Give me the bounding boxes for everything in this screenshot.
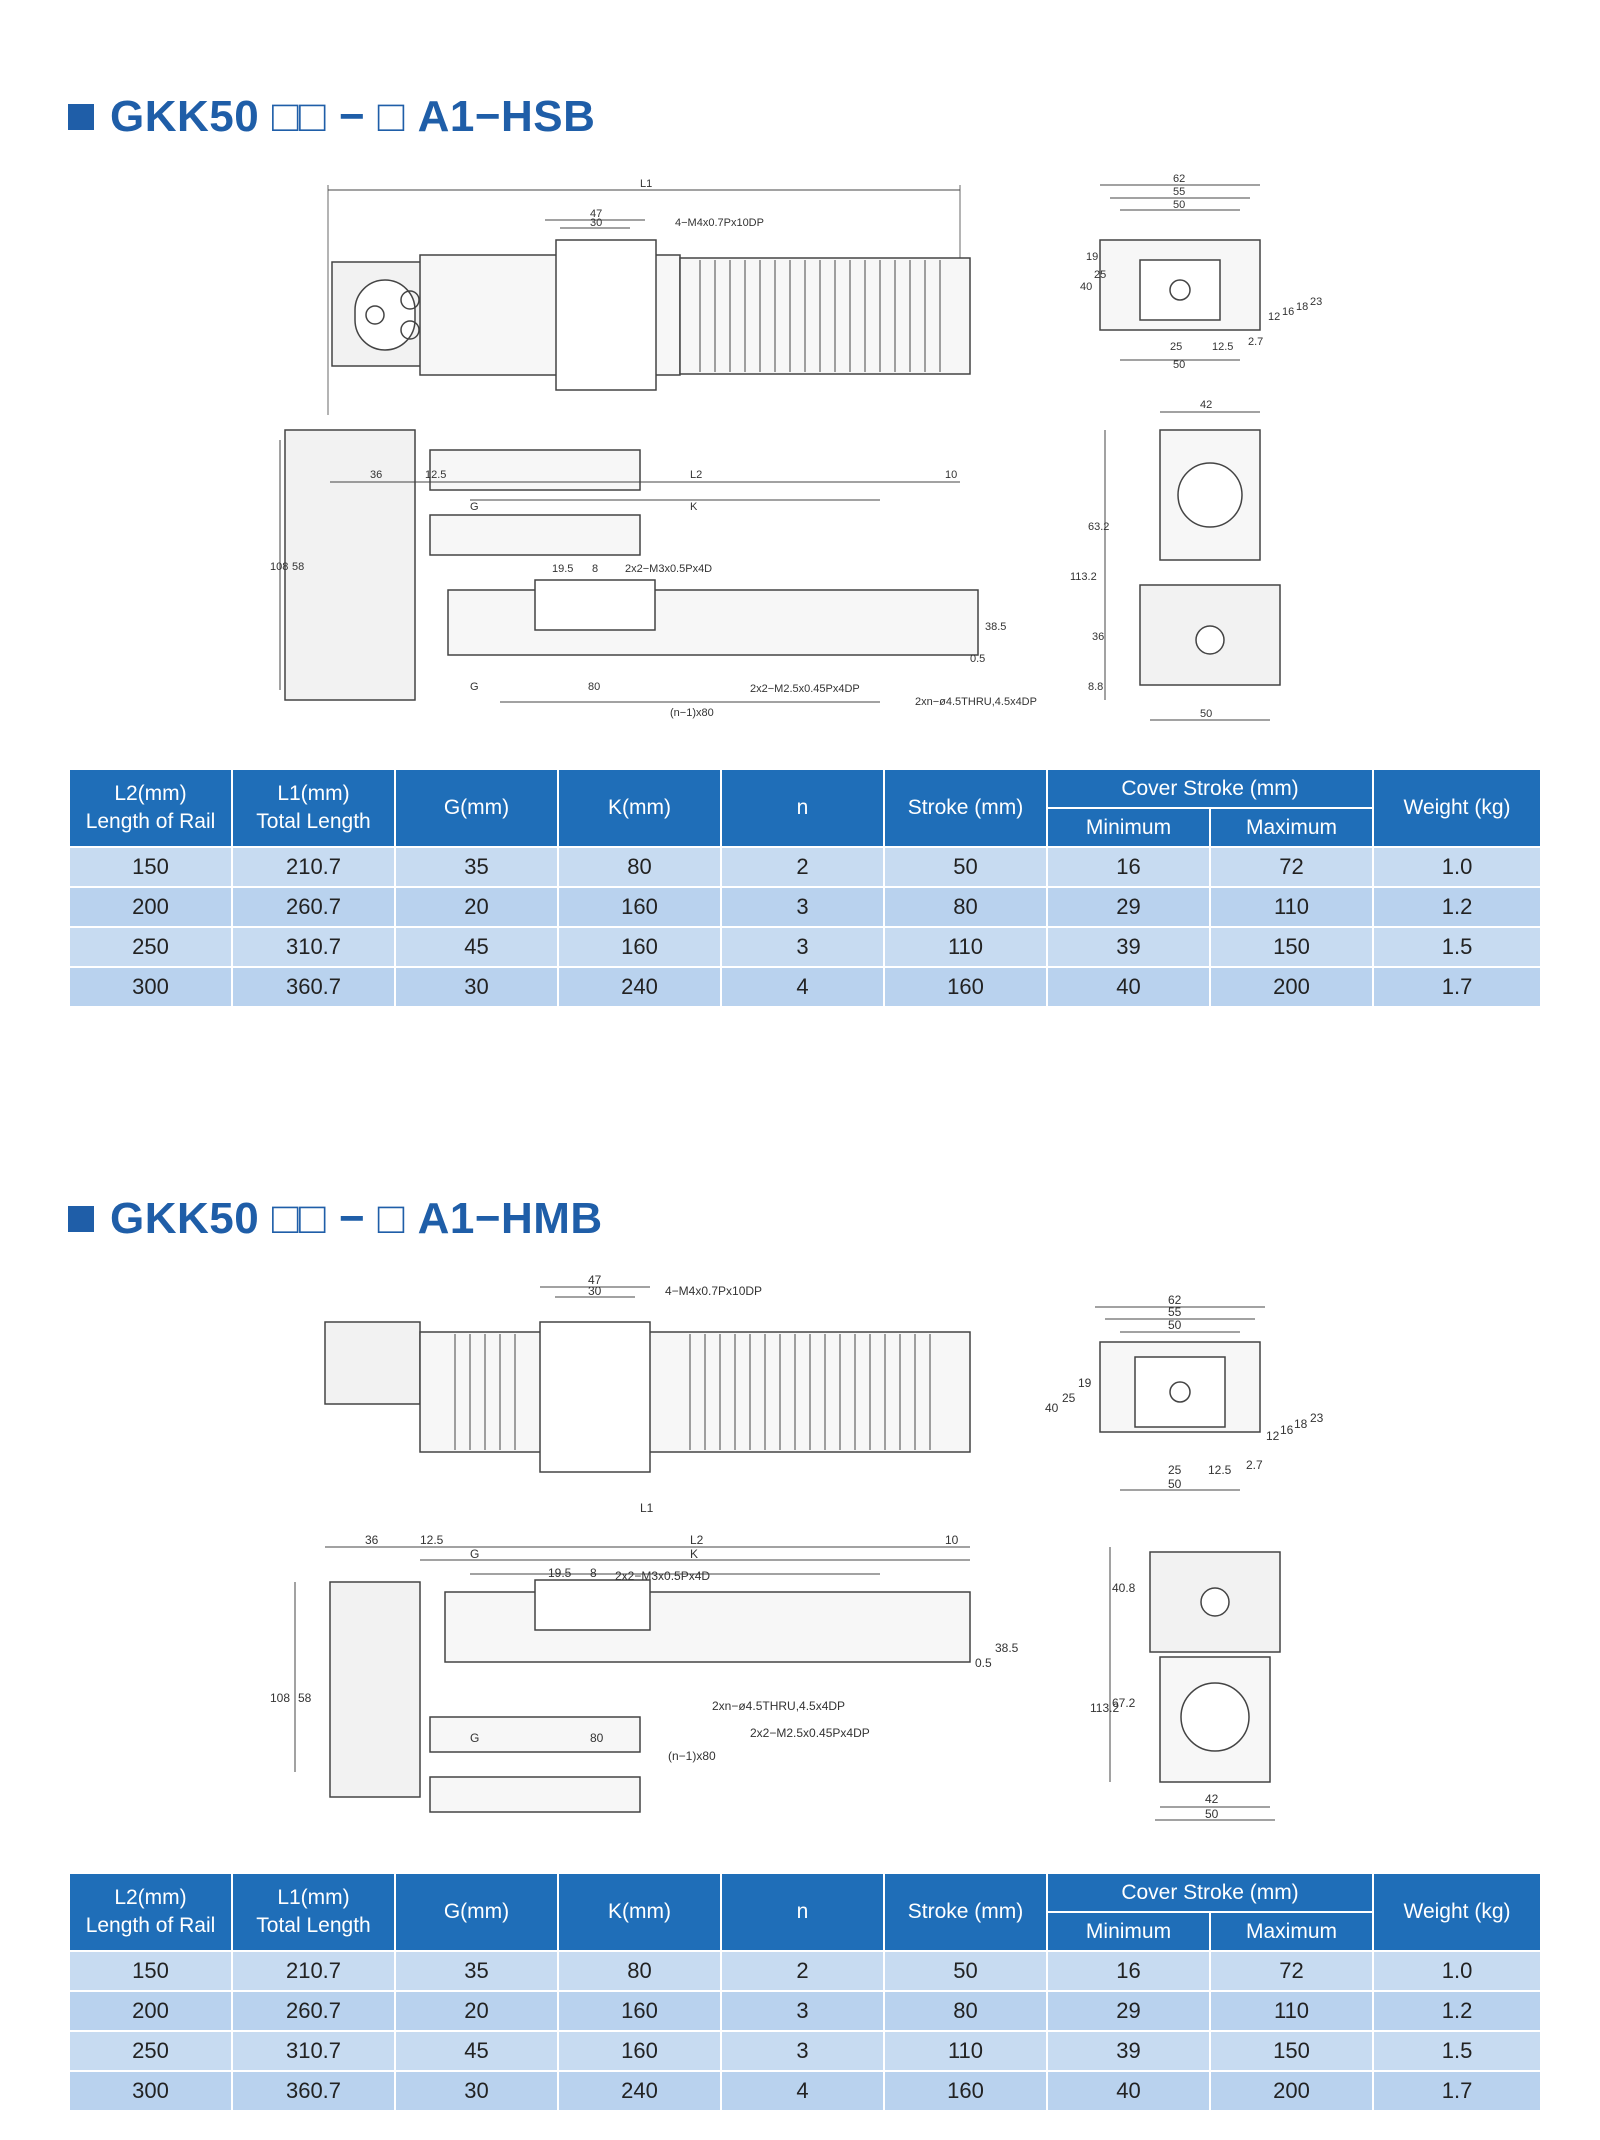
cell-stroke: 50 bbox=[884, 847, 1047, 887]
col-header-l2: L2(mm) Length of Rail bbox=[69, 769, 232, 847]
motor-view-hsb bbox=[1105, 412, 1280, 720]
dim-113-2: 113.2 bbox=[1070, 571, 1097, 583]
col-header-cover-stroke: Cover Stroke (mm) bbox=[1047, 1873, 1373, 1912]
title-bullet-square bbox=[68, 104, 94, 130]
table-row bbox=[69, 967, 1541, 1007]
dim-l2: L2 bbox=[690, 469, 703, 481]
cell-max: 150 bbox=[1210, 2031, 1373, 2071]
dim-113-2: 113.2 bbox=[1090, 1701, 1120, 1715]
title-bullet-square bbox=[68, 1206, 94, 1232]
dim-50: 50 bbox=[1168, 1318, 1182, 1332]
section-title-hmb bbox=[68, 1194, 603, 1244]
col-header-n: n bbox=[721, 1873, 884, 1951]
col-header-k: K(mm) bbox=[558, 1873, 721, 1951]
col-header-l1: L1(mm) Total Length bbox=[232, 769, 395, 847]
cell-k: 240 bbox=[558, 2071, 721, 2111]
cell-g: 35 bbox=[395, 1951, 558, 1991]
cell-g: 20 bbox=[395, 887, 558, 927]
col-header-l1: L1(mm) Total Length bbox=[232, 1873, 395, 1951]
dim-12-5: 12.5 bbox=[1208, 1463, 1232, 1477]
cell-g: 30 bbox=[395, 967, 558, 1007]
cell-n: 3 bbox=[721, 887, 884, 927]
cell-weight: 1.2 bbox=[1373, 887, 1541, 927]
cell-stroke: 110 bbox=[884, 927, 1047, 967]
cell-l1: 210.7 bbox=[232, 847, 395, 887]
dim-g: G bbox=[470, 501, 479, 513]
cell-stroke: 160 bbox=[884, 967, 1047, 1007]
cell-l2: 300 bbox=[69, 2071, 232, 2111]
col-header-minimum: Minimum bbox=[1047, 808, 1210, 847]
dim-42: 42 bbox=[1205, 1792, 1219, 1806]
cell-l1: 210.7 bbox=[232, 1951, 395, 1991]
drawing-hsb bbox=[0, 160, 1600, 750]
dim-g2: G bbox=[470, 1731, 480, 1745]
dim-25b: 25 bbox=[1170, 341, 1183, 353]
motor-view-hmb bbox=[1110, 1547, 1280, 1820]
dim-30: 30 bbox=[590, 217, 603, 229]
cell-min: 16 bbox=[1047, 847, 1210, 887]
cell-max: 110 bbox=[1210, 887, 1373, 927]
dim-16: 16 bbox=[1282, 306, 1295, 318]
col-header-weight: Weight (kg) bbox=[1373, 769, 1541, 847]
dim-8-8: 8.8 bbox=[1088, 681, 1104, 693]
cell-g: 30 bbox=[395, 2071, 558, 2111]
cell-n: 4 bbox=[721, 2071, 884, 2111]
cell-n: 3 bbox=[721, 2031, 884, 2071]
cell-n: 2 bbox=[721, 847, 884, 887]
dim-40-8: 40.8 bbox=[1112, 1581, 1136, 1595]
dim-12: 12 bbox=[1268, 311, 1281, 323]
cell-g: 35 bbox=[395, 847, 558, 887]
dim-36: 36 bbox=[370, 469, 383, 481]
dim-screw2: 2x2−M2.5x0.45Px4DP bbox=[750, 683, 860, 695]
technical-drawing-hmb bbox=[0, 1262, 1600, 1842]
cell-min: 16 bbox=[1047, 1951, 1210, 1991]
dim-40: 40 bbox=[1080, 281, 1093, 293]
col-header-stroke: Stroke (mm) bbox=[884, 1873, 1047, 1951]
dim-l1: L1 bbox=[640, 1501, 654, 1515]
dim-80: 80 bbox=[588, 681, 601, 693]
cell-weight: 1.0 bbox=[1373, 1951, 1541, 1991]
cell-g: 45 bbox=[395, 927, 558, 967]
dim-50b: 50 bbox=[1168, 1477, 1182, 1491]
cell-l2: 150 bbox=[69, 847, 232, 887]
col-header-g: G(mm) bbox=[395, 1873, 558, 1951]
cell-k: 160 bbox=[558, 2031, 721, 2071]
technical-drawing-hsb bbox=[0, 160, 1600, 750]
cell-min: 39 bbox=[1047, 927, 1210, 967]
dim-k: K bbox=[690, 501, 698, 513]
section-title-hsb bbox=[68, 92, 595, 142]
spec-table-hsb bbox=[68, 768, 1542, 1008]
cell-max: 200 bbox=[1210, 2071, 1373, 2111]
dim-47: 47 bbox=[590, 208, 603, 220]
dim-l2: L2 bbox=[690, 1533, 704, 1547]
dim-10: 10 bbox=[945, 1533, 959, 1547]
dim-50-motor: 50 bbox=[1205, 1807, 1219, 1821]
table-row bbox=[69, 2031, 1541, 2071]
cell-stroke: 50 bbox=[884, 1951, 1047, 1991]
spec-table-hmb bbox=[68, 1872, 1542, 2112]
title-variant: A1−HSB bbox=[417, 92, 596, 141]
dim-holes: 2xn−ø4.5THRU,4.5x4DP bbox=[712, 1699, 846, 1713]
dim-12-5: 12.5 bbox=[1212, 341, 1234, 353]
cell-n: 2 bbox=[721, 1951, 884, 1991]
dim-25: 25 bbox=[1094, 269, 1107, 281]
dim-80: 80 bbox=[590, 1731, 604, 1745]
cell-k: 80 bbox=[558, 847, 721, 887]
table-row bbox=[69, 2071, 1541, 2111]
dim-12: 12 bbox=[1266, 1429, 1280, 1443]
cell-g: 20 bbox=[395, 1991, 558, 2031]
dim-8: 8 bbox=[590, 1566, 597, 1580]
cell-l1: 310.7 bbox=[232, 927, 395, 967]
cell-weight: 1.7 bbox=[1373, 2071, 1541, 2111]
dim-58: 58 bbox=[292, 561, 305, 573]
title-model: GKK50 bbox=[110, 92, 260, 141]
cell-k: 80 bbox=[558, 1951, 721, 1991]
dim-25b: 25 bbox=[1168, 1463, 1182, 1477]
dim-screw: 2x2−M3x0.5Px4D bbox=[615, 1569, 711, 1583]
cell-weight: 1.0 bbox=[1373, 847, 1541, 887]
cell-weight: 1.2 bbox=[1373, 1991, 1541, 2031]
table-row bbox=[69, 1991, 1541, 2031]
dim-18: 18 bbox=[1294, 1417, 1308, 1431]
dim-g: G bbox=[470, 1547, 480, 1561]
cell-min: 40 bbox=[1047, 967, 1210, 1007]
dim-l1: L1 bbox=[640, 178, 653, 190]
dim-18: 18 bbox=[1296, 301, 1309, 313]
cell-k: 160 bbox=[558, 1991, 721, 2031]
cell-weight: 1.5 bbox=[1373, 2031, 1541, 2071]
cell-n: 3 bbox=[721, 927, 884, 967]
cell-k: 160 bbox=[558, 927, 721, 967]
dim-36: 36 bbox=[365, 1533, 379, 1547]
cell-min: 40 bbox=[1047, 2071, 1210, 2111]
dim-2-7: 2.7 bbox=[1248, 336, 1264, 348]
dim-0-5: 0.5 bbox=[970, 653, 986, 665]
dim-19: 19 bbox=[1078, 1376, 1092, 1390]
cell-stroke: 160 bbox=[884, 2071, 1047, 2111]
dim-38-5: 38.5 bbox=[995, 1641, 1019, 1655]
side-view-hmb bbox=[295, 1547, 970, 1812]
col-header-weight: Weight (kg) bbox=[1373, 1873, 1541, 1951]
table-row bbox=[69, 847, 1541, 887]
table-row bbox=[69, 927, 1541, 967]
dim-36-motor: 36 bbox=[1092, 631, 1105, 643]
dim-55: 55 bbox=[1173, 186, 1186, 198]
cell-weight: 1.5 bbox=[1373, 927, 1541, 967]
dim-holes: 2xn−ø4.5THRU,4.5x4DP bbox=[915, 696, 1037, 708]
col-header-n: n bbox=[721, 769, 884, 847]
dim-k: K bbox=[690, 1547, 699, 1561]
cell-stroke: 80 bbox=[884, 887, 1047, 927]
dim-50-motor: 50 bbox=[1200, 708, 1213, 720]
cell-n: 3 bbox=[721, 1991, 884, 2031]
cell-max: 150 bbox=[1210, 927, 1373, 967]
dim-2-7: 2.7 bbox=[1246, 1458, 1263, 1472]
dim-8: 8 bbox=[592, 563, 599, 575]
col-header-maximum: Maximum bbox=[1210, 808, 1373, 847]
dim-10: 10 bbox=[945, 469, 958, 481]
cell-k: 240 bbox=[558, 967, 721, 1007]
dim-42: 42 bbox=[1200, 399, 1213, 411]
dim-58: 58 bbox=[298, 1691, 312, 1705]
cell-l1: 260.7 bbox=[232, 1991, 395, 2031]
cell-max: 110 bbox=[1210, 1991, 1373, 2031]
dim-25: 25 bbox=[1062, 1391, 1076, 1405]
cell-l1: 360.7 bbox=[232, 2071, 395, 2111]
cell-l1: 310.7 bbox=[232, 2031, 395, 2071]
dim-thread: 4−M4x0.7Px10DP bbox=[665, 1284, 763, 1298]
top-view-hsb bbox=[328, 185, 970, 415]
cell-n: 4 bbox=[721, 967, 884, 1007]
dim-23: 23 bbox=[1310, 1411, 1324, 1425]
cell-min: 29 bbox=[1047, 1991, 1210, 2031]
dim-12-5-side: 12.5 bbox=[425, 469, 447, 481]
cell-l2: 250 bbox=[69, 2031, 232, 2071]
title-model: GKK50 bbox=[110, 1194, 260, 1243]
dim-16: 16 bbox=[1280, 1423, 1294, 1437]
dim-55: 55 bbox=[1168, 1305, 1182, 1319]
col-header-maximum: Maximum bbox=[1210, 1912, 1373, 1951]
cell-stroke: 80 bbox=[884, 1991, 1047, 2031]
cell-l2: 250 bbox=[69, 927, 232, 967]
dim-g2: G bbox=[470, 681, 479, 693]
dim-38-5: 38.5 bbox=[985, 621, 1007, 633]
cell-k: 160 bbox=[558, 887, 721, 927]
dim-pitch: (n−1)x80 bbox=[668, 1749, 716, 1763]
dim-pitch: (n−1)x80 bbox=[670, 707, 714, 719]
col-header-cover-stroke: Cover Stroke (mm) bbox=[1047, 769, 1373, 808]
dim-thread: 4−M4x0.7Px10DP bbox=[675, 217, 764, 229]
col-header-stroke: Stroke (mm) bbox=[884, 769, 1047, 847]
cell-max: 200 bbox=[1210, 967, 1373, 1007]
cell-min: 29 bbox=[1047, 887, 1210, 927]
dim-23: 23 bbox=[1310, 296, 1323, 308]
title-option-boxes: □□ − □ bbox=[271, 92, 405, 141]
dim-40: 40 bbox=[1045, 1401, 1059, 1415]
dim-62: 62 bbox=[1168, 1293, 1182, 1307]
cell-max: 72 bbox=[1210, 1951, 1373, 1991]
dim-19-5: 19.5 bbox=[548, 1566, 572, 1580]
dim-30: 30 bbox=[588, 1284, 602, 1298]
dim-12-5-side: 12.5 bbox=[420, 1533, 444, 1547]
top-view-hmb bbox=[325, 1287, 970, 1472]
dim-screw: 2x2−M3x0.5Px4D bbox=[625, 563, 713, 575]
dim-47: 47 bbox=[588, 1273, 602, 1287]
cell-l2: 150 bbox=[69, 1951, 232, 1991]
col-header-minimum: Minimum bbox=[1047, 1912, 1210, 1951]
dim-0-5: 0.5 bbox=[975, 1656, 992, 1670]
table-row bbox=[69, 887, 1541, 927]
cell-l2: 200 bbox=[69, 887, 232, 927]
col-header-k: K(mm) bbox=[558, 769, 721, 847]
title-variant: A1−HMB bbox=[417, 1194, 603, 1243]
cell-g: 45 bbox=[395, 2031, 558, 2071]
table-row bbox=[69, 1951, 1541, 1991]
col-header-l2: L2(mm) Length of Rail bbox=[69, 1873, 232, 1951]
dim-19-5: 19.5 bbox=[552, 563, 574, 575]
dim-108: 108 bbox=[270, 561, 289, 573]
cell-l1: 360.7 bbox=[232, 967, 395, 1007]
dim-50b: 50 bbox=[1173, 359, 1186, 371]
cell-l1: 260.7 bbox=[232, 887, 395, 927]
cell-max: 72 bbox=[1210, 847, 1373, 887]
dim-67-2: 67.2 bbox=[1112, 1696, 1136, 1710]
dim-50: 50 bbox=[1173, 199, 1186, 211]
dim-19: 19 bbox=[1086, 251, 1099, 263]
cell-stroke: 110 bbox=[884, 2031, 1047, 2071]
cell-weight: 1.7 bbox=[1373, 967, 1541, 1007]
dim-screw2: 2x2−M2.5x0.45Px4DP bbox=[750, 1726, 870, 1740]
col-header-g: G(mm) bbox=[395, 769, 558, 847]
title-option-boxes: □□ − □ bbox=[271, 1194, 405, 1243]
end-view-hsb bbox=[1100, 185, 1260, 360]
cell-min: 39 bbox=[1047, 2031, 1210, 2071]
dim-62: 62 bbox=[1173, 173, 1186, 185]
cell-l2: 300 bbox=[69, 967, 232, 1007]
dim-63-2: 63.2 bbox=[1088, 521, 1110, 533]
cell-l2: 200 bbox=[69, 1991, 232, 2031]
drawing-hmb bbox=[0, 1262, 1600, 1842]
dim-108: 108 bbox=[270, 1691, 291, 1705]
